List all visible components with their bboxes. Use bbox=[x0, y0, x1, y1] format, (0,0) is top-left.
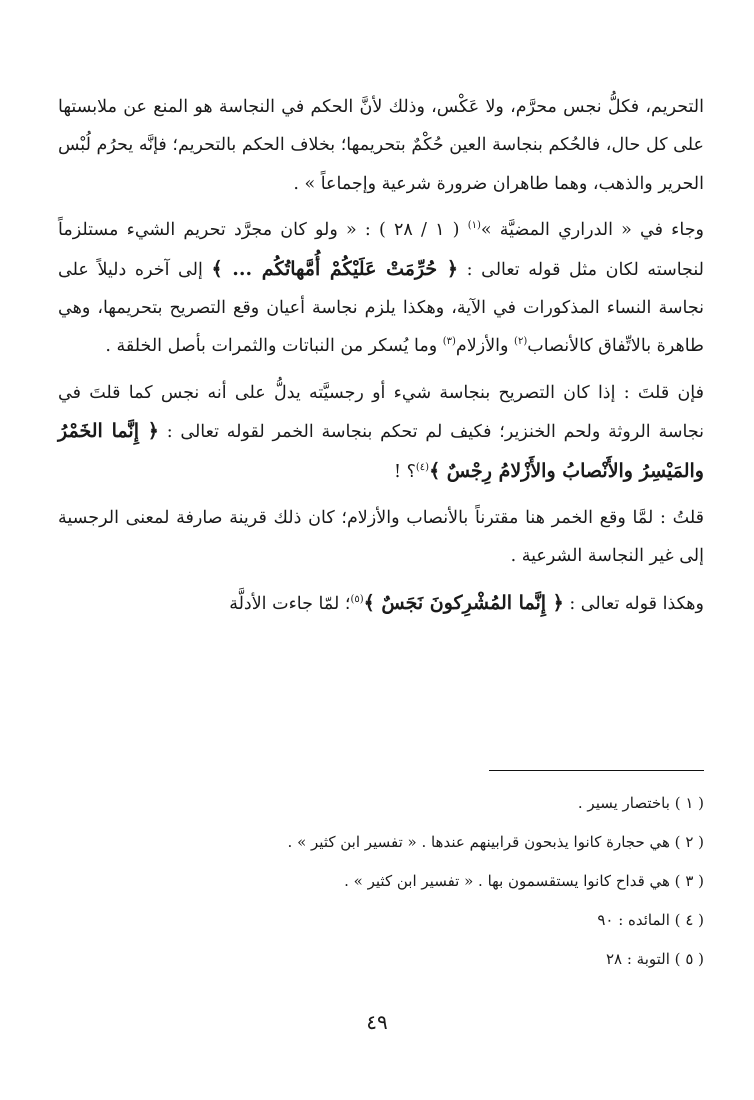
quran-verse: ﴿ إِنَّما الخَمْرُ والمَيْسِرُ والأَنْصابُ والأَزْلامُ رِجْسٌ ﴾ bbox=[58, 420, 704, 482]
footnote: ( ٢ ) هي حجارة كانوا يذبحون قرابينهم عندها . « تفسير ابن كثير » . bbox=[287, 833, 704, 851]
paragraph bbox=[58, 88, 704, 203]
footnote: ( ٥ ) التوبة : ٢٨ bbox=[605, 950, 704, 968]
paragraph bbox=[58, 584, 704, 623]
footnote-ref: (٥) bbox=[350, 594, 364, 606]
footnote-ref: (٣) bbox=[442, 336, 456, 348]
quran-verse: ﴿ حُرِّمَتْ عَلَيْكُمْ أُمَّهاتُكُم ... ﴾ bbox=[211, 257, 458, 280]
footnotes bbox=[64, 784, 704, 979]
page-number: ٤٩ bbox=[366, 1010, 388, 1034]
footnote-separator bbox=[489, 770, 704, 771]
paragraph bbox=[58, 211, 704, 366]
text-run: وجاء في « الدراري المضيَّة » bbox=[480, 220, 705, 241]
footnote-ref: (٢) bbox=[514, 336, 528, 348]
footnote: ( ١ ) باختصار يسير . bbox=[577, 794, 704, 812]
text-run: وهكذا قوله تعالى : bbox=[563, 593, 704, 614]
text-run: ؟ ! bbox=[393, 461, 416, 482]
quran-verse: ﴿ إِنَّما المُشْرِكونَ نَجَسٌ ﴾ bbox=[363, 591, 564, 614]
footnote: ( ٣ ) هي قداح كانوا يستقسمون بها . « تفسير ابن كثير » . bbox=[344, 872, 704, 890]
text-run: قلتُ : لمَّا وقع الخمر هنا مقترناً بالأنصاب والأزلام؛ كان ذلك قرينة صارفة لمعنى الرجسية إلى غير النجاسة الشرعية . bbox=[58, 508, 704, 567]
text-run: فإن قلتَ : إذا كان التصريح بنجاسة شيء أو رجسيَّته يدلُّ على أنه نجس كما قلتَ في نجاسة الروثة ولحم الخنزير؛ فكيف لم تحكم بنجاسة الخمر لقوله تعالى : bbox=[58, 382, 704, 443]
text-run: وما يُسكر من النباتات والثمرات بأصل الخلقة . bbox=[105, 336, 443, 357]
main-text bbox=[58, 88, 704, 631]
footnote: ( ٤ ) المائده : ٩٠ bbox=[597, 911, 704, 929]
text-run: ( ١ / ٢٨ ) : « ولو كان مجرَّد تحريم الشيء مستلزماً لنجاسته لكان مثل قوله تعالى : bbox=[58, 220, 704, 280]
text-run: والأزلام bbox=[455, 336, 515, 357]
text-run: إلى آخره دليلاً على نجاسة النساء المذكورات في الآية، وهكذا يلزم نجاسة أعيان وقع التصريح بتحريمها، وهي طاهرة بالاتِّفاق كالأنصاب bbox=[58, 259, 704, 357]
footnote-ref: (٤) bbox=[415, 461, 430, 473]
text-run: التحريم، فكلُّ نجس محرَّم، ولا عَكْس، وذلك لأنَّ الحكم في النجاسة هو المنع عن ملابستها على كل حال، فالحُكم بنجاسة العين حُكْمٌ بتحريمها؛ بخلاف الحكم بالتحريم؛ فإنَّه يحرُم لُبْس الحرير والذهب، وهما طاهران ضرورة شرعية وإجماعاً » . bbox=[58, 97, 704, 194]
footnote-ref: (١) bbox=[467, 220, 481, 232]
paragraph bbox=[58, 374, 704, 491]
text-run: ؛ لمّا جاءت الأدلَّة bbox=[229, 593, 351, 614]
paragraph bbox=[58, 499, 704, 576]
